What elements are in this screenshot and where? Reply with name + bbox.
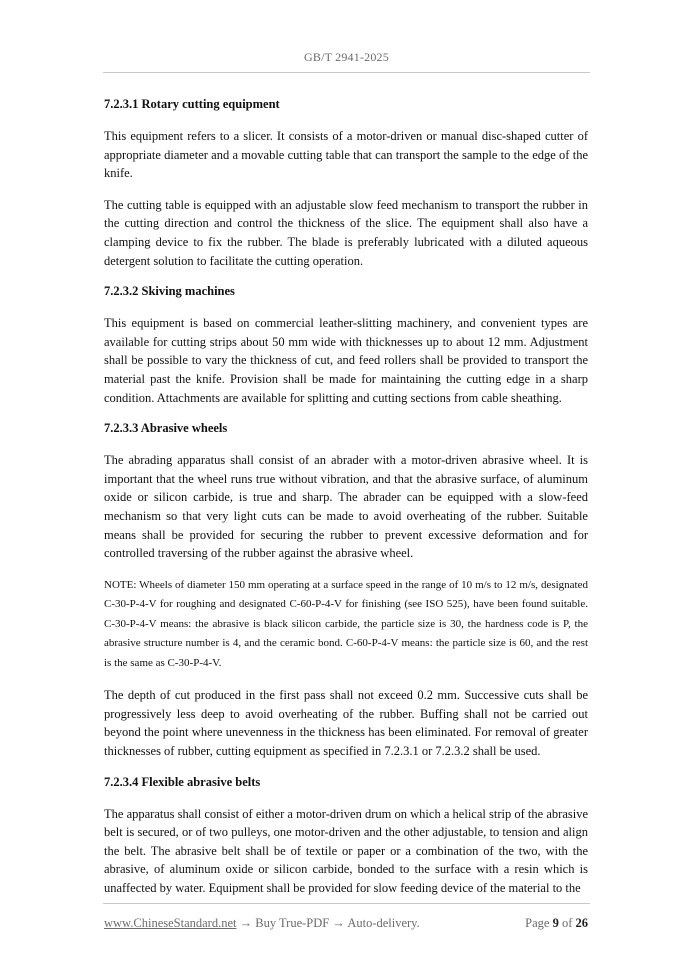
paragraph: The cutting table is equipped with an adjustable slow feed mechanism to transport the rubber in the cutting direction and control the thickness of the slice. The equipment shall also have a clamping device to fix the rubber. The blade is preferably lubricated with a diluted aqueous detergent solution to facilitate the cutting operation. xyxy=(104,197,588,268)
section-heading: 7.2.3.1 Rotary cutting equipment xyxy=(104,97,280,111)
page-number xyxy=(525,916,588,931)
paragraph: The depth of cut produced in the first pass shall not exceed 0.2 mm. Successive cuts shall be progressively less deep to avoid overheating of the rubber. Buffing shall not be carried out beyond the point where unevenness in the thickness has been eliminated. For removal of greater thicknesses of rubber, cutting equipment as specified in 7.2.3.1 or 7.2.3.2 shall be used. xyxy=(104,688,588,758)
note-paragraph: NOTE: Wheels of diameter 150 mm operating at a surface speed in the range of 10 m/s to 12 m/s, designated C-30-P-4-V for roughing and designated C-60-P-4-V for finishing (see ISO 525), have been found suitable. C-30-P-4-V means: the abrasive is black silicon carbide, the particle size is 30, the hardness code is P, the abrasive structure number is 4, and the ceramic bond. C-60-P-4-V means: the particle size is 60, and the rest is the same as C-30-P-4-V. xyxy=(104,578,588,669)
paragraph: This equipment is based on commercial leather-slitting machinery, and convenient types are available for cutting strips about 50 mm wide with thicknesses up to about 12 mm. Adjustment shall be possible to vary the thickness of cut, and feed rollers shall be provided to transport the material past the knife. Provision shall be made for maintaining the cutting edge in a sharp condition. Attachments are available for splitting and cutting sections from cable sheathing. xyxy=(104,316,588,405)
arrow-icon: → xyxy=(239,916,253,930)
delivery-text: Auto-delivery. xyxy=(347,916,420,930)
document-footer xyxy=(104,916,588,931)
current-page: 9 xyxy=(552,916,559,930)
section-heading: 7.2.3.4 Flexible abrasive belts xyxy=(104,774,261,789)
footer-divider xyxy=(103,903,590,904)
paragraph: The apparatus shall consist of either a motor-driven drum on which a helical strip of the abrasive belt is secured, or of two pulleys, one motor-driven and the other adjustable, to tension and align the belt. The abrasive belt shall be of textile or paper or a combination of the two, with the abrasive, of aluminum oxide or silicon carbide, bonded to the surface with a resin which is unaffected by water. Equipment shall be provided for slow feeding device of the material to the xyxy=(104,806,588,895)
page-label: Page xyxy=(525,916,550,930)
total-pages: 26 xyxy=(575,916,588,930)
paragraph: The abrading apparatus shall consist of an abrader with a motor-driven abrasive wheel. It is important that the wheel runs true without vibration, and that the abrasive surface, of aluminum oxide or silicon carbide, is true and sharp. The abrader can be equipped with a slow-feed mechanism so that very light cuts can be made to avoid overheating of the rubber. Suitable means shall be provided for securing the rubber to prevent excessive deformation and for controlled traversing of the rubber against the abrasive wheel. xyxy=(104,453,588,561)
footer-links xyxy=(104,916,420,931)
document-header: GB/T 2941-2025 xyxy=(304,50,389,64)
arrow-icon: → xyxy=(332,916,345,930)
paragraph: This equipment refers to a slicer. It consists of a motor-driven or manual disc-shaped cutter of appropriate diameter and a movable cutting table that can transport the sample to the edge of the knife. xyxy=(104,129,588,181)
header-divider xyxy=(103,72,590,73)
section-heading: 7.2.3.3 Abrasive wheels xyxy=(104,421,228,436)
page-of-label: of xyxy=(561,916,573,930)
site-link[interactable]: www.ChineseStandard.net xyxy=(104,916,237,930)
page-content xyxy=(104,96,588,911)
section-heading: 7.2.3.2 Skiving machines xyxy=(104,284,235,299)
buy-text: Buy True-PDF xyxy=(255,916,330,930)
